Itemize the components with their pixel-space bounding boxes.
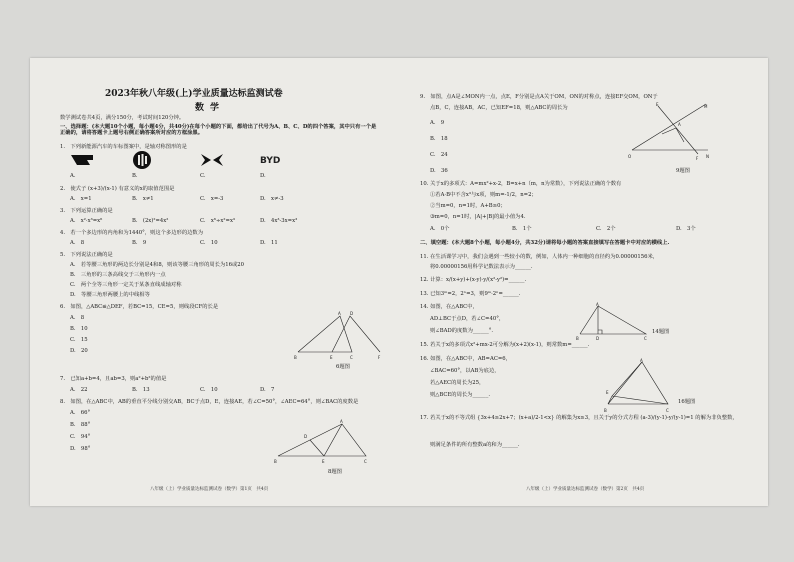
q10-statement-2: ②当m=0，n=1时，A+B≥0； — [430, 203, 506, 209]
q6-figure-caption: 6题图 — [336, 364, 350, 370]
question-2: 2. 使式子 (x+3)/(x-1) 有意义的x的取值范围是 — [60, 186, 175, 192]
question-4: 4. 若一个多边形的内角和为1440°，则这个多边形的边数为 — [60, 230, 204, 236]
q8-option-b: B. 88° — [70, 422, 91, 428]
question-13: 13. 已知3ᵐ=2，2ⁿ=3，则9ᵐ·2ⁿ=______. — [420, 291, 521, 297]
q5-option-a: A. 若等腰三角形的两边长分别是4和8，则该等腰三角形的周长为16或20 — [70, 262, 245, 268]
q2-option-c: C. x=-3 — [200, 196, 224, 202]
svg-text:D: D — [304, 434, 308, 439]
q6-option-c: C. 15 — [70, 337, 88, 343]
q8-option-c: C. 94° — [70, 434, 91, 440]
q7-option-b: B. 13 — [132, 387, 150, 393]
q8-option-a: A. 66° — [70, 410, 91, 416]
q10-statement-3: ③m=0，n=1时，|A|+|B|的最小值为4. — [430, 214, 526, 220]
svg-text:F: F — [378, 355, 381, 360]
figure-q14 — [576, 302, 650, 340]
question-17: 17. 若关于x的不等式组 {3x+4≥2x+7；(x+a)/2-1<x} 的解集为x≥3，且关于y的分式方程 (a-3)/(y-1)-y/(y-1)=1 的解为非负整数， — [420, 415, 738, 421]
svg-text:M: M — [704, 104, 708, 109]
svg-text:C: C — [364, 459, 367, 464]
exam-title: 2023年秋八年级(上)学业质量达标监测试卷 — [105, 89, 283, 99]
section-1-header: 一、选择题：(本大题10个小题，每小题4分，共40分)在每个小题的下面，都给出了代号为A、B、C、D的四个答案，其中只有一个是正确的，请将答题卡上题号右侧正确答案所对应的方框涂黑。 — [60, 124, 377, 136]
q4-option-c: C. 10 — [200, 240, 218, 246]
svg-text:O: O — [628, 154, 632, 159]
svg-text:C: C — [350, 355, 353, 360]
q9-option-c: C. 24 — [430, 152, 448, 158]
question-9: 9. 如图，点A是∠MON内一点，点E，F分别是点A关于OM，ON的对称点，连接EF交OM，ON于 — [420, 94, 658, 100]
svg-text:A: A — [640, 358, 643, 363]
q1-option-a: A. — [70, 173, 76, 179]
car-logo-a-icon — [70, 152, 94, 168]
q6-option-d: D. 20 — [70, 348, 88, 354]
svg-text:B: B — [604, 408, 607, 413]
q16-figure-caption: 16题图 — [678, 399, 696, 405]
q14-figure-caption: 14题图 — [652, 329, 670, 335]
q2-option-d: D. x≠-3 — [260, 196, 284, 202]
svg-text:A: A — [338, 311, 341, 316]
q10-option-c: C. 2个 — [596, 226, 616, 232]
q9-option-d: D. 36 — [430, 168, 448, 174]
svg-text:E: E — [330, 355, 333, 360]
question-16-cont3: 则△BCE的周长为______. — [430, 392, 491, 398]
svg-text:E: E — [656, 102, 659, 107]
question-9-cont: 点B，C，连接AB，AC，已知EF=18，则△ABC的周长为 — [430, 105, 568, 111]
q5-option-c: C. 两个全等三角形一定关于某条直线成轴对称 — [70, 282, 182, 288]
question-16-cont2: 若△AEC的周长为25， — [430, 380, 485, 386]
question-1: 1. 下列新能源汽车的车标图案中，是轴对称图形的是 — [60, 144, 187, 150]
question-8: 8. 如图，在△ABC中，AB的垂直平分线分别交AB，BC于点D，E，连接AE，若∠C=50°，∠AEC=64°，则∠BAC的度数是 — [60, 399, 359, 405]
svg-text:D: D — [350, 311, 354, 316]
svg-text:N: N — [706, 154, 709, 159]
car-logo-b-icon — [132, 150, 152, 170]
q10-option-a: A. 0个 — [430, 226, 450, 232]
question-5: 5. 下列说法正确的是 — [60, 252, 113, 258]
exam-subject: 数学 — [195, 103, 226, 113]
question-17-cont: 则满足条件的所有整数a的和为______. — [430, 442, 520, 448]
svg-text:A: A — [596, 302, 599, 307]
exam-intro: 数学测试卷共4页，满分150分，考试时间120分钟。 — [60, 115, 185, 121]
question-10: 10. 关于x的多项式：A=mx²+x-2，B=x+n（m，n为常数），下列说法正确的个数有 — [420, 181, 622, 187]
figure-q16 — [602, 358, 676, 414]
q7-option-a: A. 22 — [70, 387, 88, 393]
q6-option-b: B. 10 — [70, 326, 88, 332]
q2-option-b: B. x≠1 — [132, 196, 154, 202]
q3-option-a: A. x²·x³=x⁶ — [70, 218, 103, 224]
page-2-footer: 八年级（上）学业质量达标监测试卷（数学）第2页 共4页 — [526, 487, 645, 492]
svg-text:B: B — [576, 336, 579, 340]
q9-figure-caption: 9题图 — [676, 168, 690, 174]
question-15: 15. 若关于x的多项式x²+mx-2可分解为(x+2)(x-1)，则常数m=______. — [420, 342, 590, 348]
q3-option-c: C. x⁶÷x²=x³ — [200, 218, 236, 224]
svg-text:C: C — [644, 336, 647, 340]
q2-option-a: A. x=1 — [70, 196, 92, 202]
question-6: 6. 如图，△ABC≌△DEF，若BC=15，CE=5，则线段CF的长是 — [60, 304, 219, 310]
question-12: 12. 计算：x/(x+y)+(x-y)·y/(x²-y²)=______. — [420, 277, 527, 283]
question-16-cont: ∠BAC=60°，以AB为底边， — [430, 368, 500, 374]
q10-option-d: D. 3个 — [676, 226, 696, 232]
q7-option-c: C. 10 — [200, 387, 218, 393]
figure-q8 — [272, 416, 372, 466]
q5-option-b: B. 三角形的三条高线交于三角形内一点 — [70, 272, 166, 278]
car-logo-c-icon — [200, 153, 224, 167]
q1-option-b: B. — [132, 173, 138, 179]
question-11-cont: 将0.00000156用科学记数法表示为______. — [430, 264, 533, 270]
svg-text:E: E — [322, 459, 325, 464]
q5-option-d: D. 等腰三角形两腰上的中线相等 — [70, 292, 150, 298]
exam-sheet — [30, 58, 768, 506]
svg-text:BYD: BYD — [260, 156, 281, 165]
question-14: 14. 如图，在△ABC中， — [420, 304, 478, 310]
q1-option-c: C. — [200, 173, 206, 179]
q8-figure-caption: 8题图 — [328, 469, 342, 475]
q9-option-b: B. 18 — [430, 136, 448, 142]
question-14-cont2: 则∠BAD的度数为______°. — [430, 328, 494, 334]
q10-option-b: B. 1个 — [512, 226, 532, 232]
figure-q6 — [292, 308, 384, 368]
question-3: 3. 下列运算正确的是 — [60, 208, 113, 214]
q4-option-a: A. 8 — [70, 240, 85, 246]
svg-text:B: B — [274, 459, 277, 464]
q1-option-d: D. — [260, 173, 266, 179]
q7-option-d: D. 7 — [260, 387, 275, 393]
q8-option-d: D. 98° — [70, 446, 91, 452]
question-14-cont: AD⊥BC于点D，若∠C=40°， — [430, 316, 505, 322]
svg-text:A: A — [340, 419, 343, 424]
q4-option-b: B. 9 — [132, 240, 147, 246]
question-7: 7. 已知a+b=4，且ab=3，则a²+b²的值是 — [60, 376, 167, 382]
q9-option-a: A. 9 — [430, 120, 445, 126]
page-1-footer: 八年级（上）学业质量达标监测试卷（数学）第1页 共4页 — [150, 487, 269, 492]
question-11: 11. 在生活课学习中，我们会遇到一些较小的数，例如，人体内一种细胞的直径约为0.00000156米， — [420, 254, 659, 260]
question-16: 16. 如图，在△ABC中，AB=AC=6， — [420, 356, 511, 362]
svg-text:D: D — [596, 336, 600, 340]
figure-q9 — [628, 100, 712, 162]
svg-text:C: C — [666, 408, 669, 413]
car-logo-d-icon — [260, 155, 290, 165]
svg-text:F: F — [696, 156, 699, 161]
page-1 — [30, 58, 398, 506]
page-2 — [406, 58, 768, 506]
q10-statement-1: ①若A·B中不含x³与x项，则m=-1/2，n=2； — [430, 192, 537, 198]
svg-text:A: A — [678, 122, 681, 127]
section-2-header: 二、填空题：(本大题8个小题，每小题4分，共32分)请将每小题的答案直接填写在答题卡中对应的横线上. — [420, 240, 670, 246]
q3-option-b: B. (2x)²=4x² — [132, 218, 169, 224]
q4-option-d: D. 11 — [260, 240, 278, 246]
svg-text:B: B — [294, 355, 297, 360]
svg-text:E: E — [606, 390, 609, 395]
q6-option-a: A. 8 — [70, 315, 85, 321]
q3-option-d: D. 4x³-3x=x³ — [260, 218, 298, 224]
